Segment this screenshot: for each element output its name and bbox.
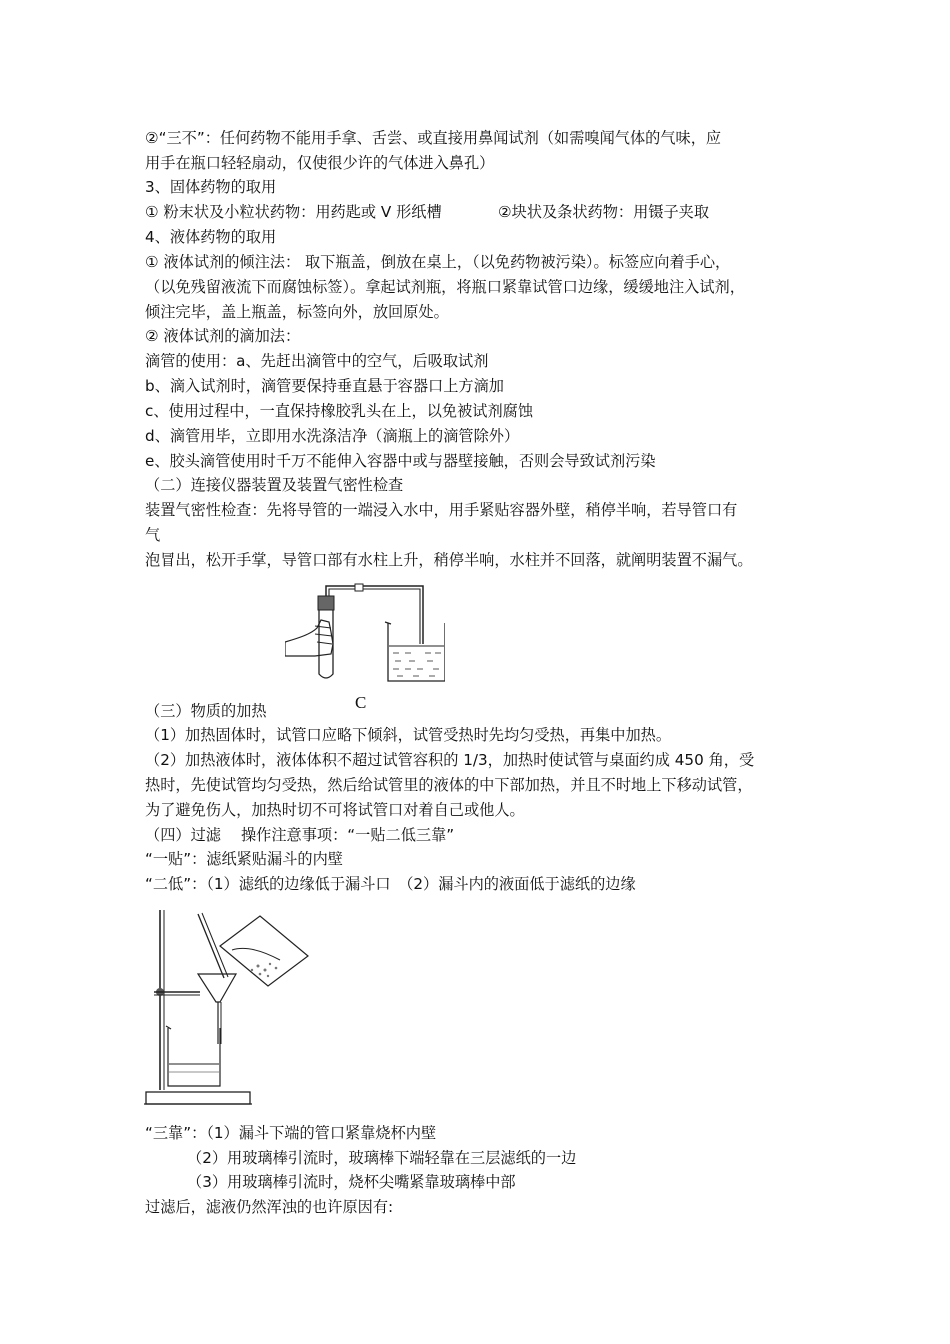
text-line: ② 液体试剂的滴加法： [145, 327, 301, 345]
text-line: c、使用过程中，一直保持橡胶乳头在上，以免被试剂腐蚀 [145, 402, 534, 420]
section-heading: （四）过滤 操作注意事项：“一贴二低三靠” [145, 826, 455, 844]
airtightness-figure [285, 578, 445, 713]
text-line: 装置气密性检查：先将导管的一端浸入水中，用手紧贴容器外壁，稍停半响，若导管口有 [145, 501, 738, 519]
text-line: 倾注完毕，盖上瓶盖，标签向外，放回原处。 [145, 303, 449, 321]
text-line: 泡冒出，松开手掌，导管口部有水柱上升，稍停半响，水柱并不回落，就阐明装置不漏气。 [145, 551, 753, 569]
text-line: （以免残留液流下而腐蚀标签）。拿起试剂瓶，将瓶口紧靠试管口边缘，缓缓地注入试剂， [145, 278, 745, 296]
text-line: e、胶头滴管使用时千万不能伸入容器中或与器壁接触，否则会导致试剂污染 [145, 452, 656, 470]
figure-label-c: C [355, 693, 367, 712]
filtration-figure [140, 906, 320, 1112]
text-line: “二低”：（1）滤纸的边缘低于漏斗口 （2）漏斗内的液面低于滤纸的边缘 [145, 875, 636, 893]
text-line: 热时，先使试管均匀受热，然后给试管里的液体的中下部加热，并且不时地上下移动试管， [145, 776, 753, 794]
text-line: 过滤后，滤液仍然浑浊的也许原因有: [145, 1198, 394, 1216]
section-heading: 3、固体药物的取用 [145, 178, 277, 196]
text-line: ① 粉末状及小粒状药物：用药匙或 V 形纸槽 [145, 203, 442, 221]
text-line: “三靠”：（1）漏斗下端的管口紧靠烧杯内壁 [145, 1124, 437, 1142]
text-line: d、滴管用毕，立即用水洗涤洁净（滴瓶上的滴管除外） [145, 427, 520, 445]
text-line: 滴管的使用：a、先赶出滴管中的空气，后吸取试剂 [145, 352, 489, 370]
text-line: （2）用玻璃棒引流时，玻璃棒下端轻靠在三层滤纸的一边 [187, 1149, 577, 1167]
text-line: （3）用玻璃棒引流时，烧杯尖嘴紧靠玻璃棒中部 [187, 1173, 516, 1191]
text-line: ②“三不”：任何药物不能用手拿、舌尝、或直接用鼻闻试剂（如需嗅闻气体的气味，应 [145, 129, 722, 147]
section-heading: （二）连接仪器装置及装置气密性检查 [145, 476, 404, 494]
text-line: b、滴入试剂时，滴管要保持垂直悬于容器口上方滴加 [145, 377, 504, 395]
text-line: （2）加热液体时，液体体积不超过试管容积的 1/3，加热时使试管与桌面约成 450 角，受 [145, 751, 755, 769]
text-line: （1）加热固体时，试管口应略下倾斜，试管受热时先均匀受热，再集中加热。 [145, 726, 672, 744]
text-line: 气 [145, 526, 161, 544]
text-line: “一贴”：滤纸紧贴漏斗的内壁 [145, 850, 343, 868]
text-line: ②块状及条状药物：用镊子夹取 [498, 203, 710, 221]
text-line: ① 液体试剂的倾注法： 取下瓶盖，倒放在桌上，（以免药物被污染）。标签应向着手心， [145, 253, 731, 271]
text-line: 用手在瓶口轻轻扇动，仅使很少许的气体进入鼻孔） [145, 154, 495, 172]
text-line: 为了避免伤人，加热时切不可将试管口对着自己或他人。 [145, 801, 525, 819]
section-heading: 4、液体药物的取用 [145, 228, 277, 246]
section-heading: （三）物质的加热 [145, 702, 267, 720]
